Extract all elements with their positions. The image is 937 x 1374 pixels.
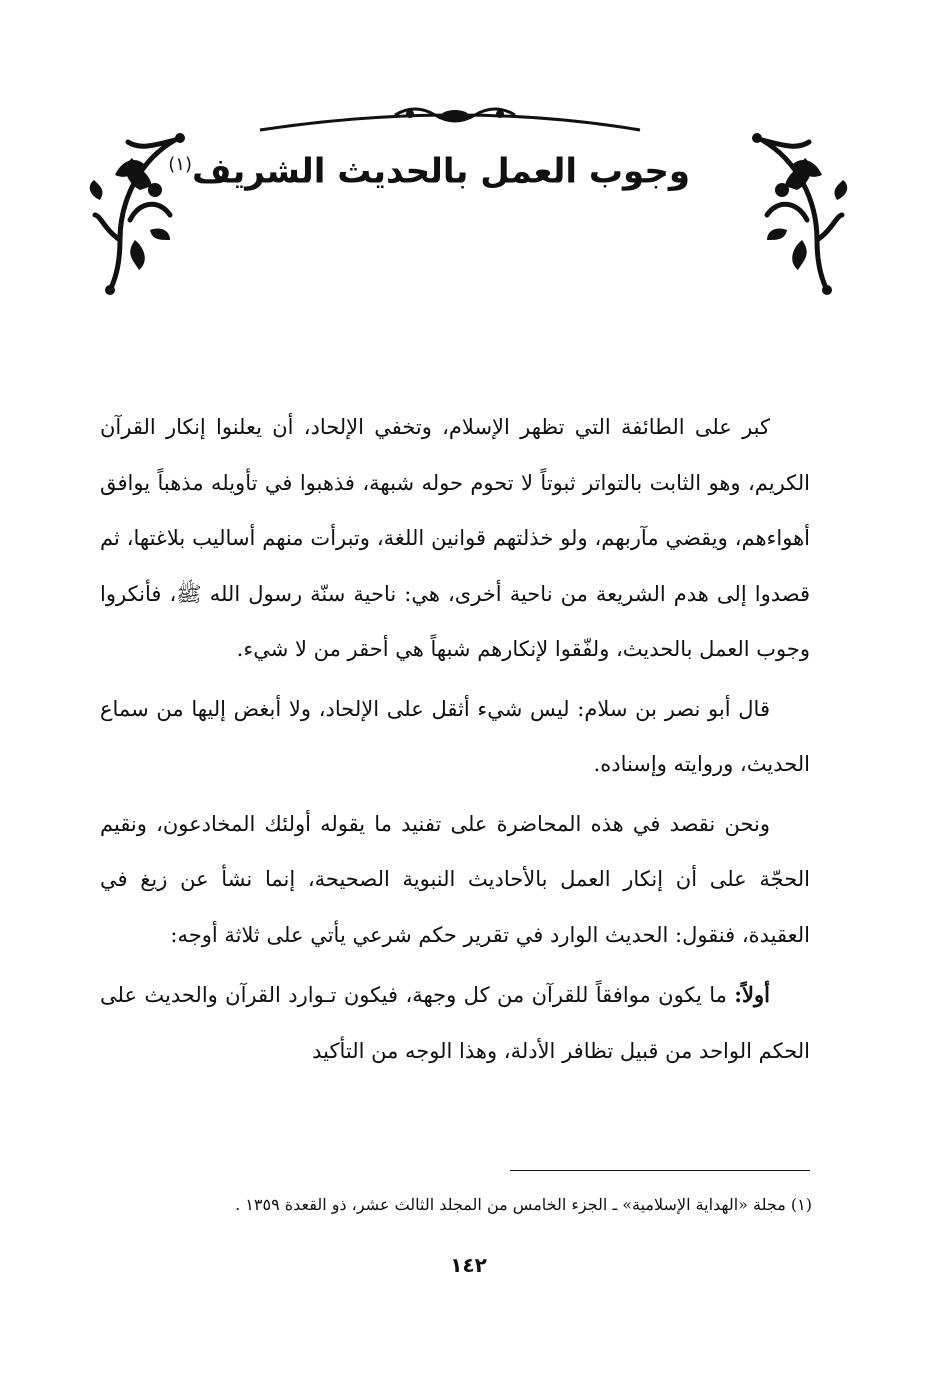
paragraph-2-text: قال أبو نصر بن سلام: ليس شيء أثقل على الإلحاد، ولا أبغض إليها من سماع الحديث، وروايته وإسناده.: [100, 696, 810, 776]
page-title: [168, 140, 690, 196]
footnote: (١) مجلة «الهداية الإسلامية» ـ الجزء الخامس من المجلد الثالث عشر، ذو القعدة ١٣٥٩ .: [235, 1195, 812, 1214]
ornament-icon: [80, 90, 857, 305]
page-title-text: وجوب العمل بالحديث الشريف: [191, 151, 690, 192]
article-body: [100, 400, 810, 1083]
page-number: ١٤٢: [450, 1253, 487, 1277]
paragraph-3-text: ونحن نقصد في هذه المحاضرة على تفنيد ما يقوله أولئك المخادعون، ونقيم الحجّة على أن إنكار العمل بالأحاديث النبوية الصحيحة، إنما نشأ عن زيغ في العقيدة، فنقول: الحديث الوارد في تقرير حكم شرعي يأتي على ثلاثة أوجه:: [100, 811, 810, 947]
paragraph-1-text: كبر على الطائفة التي تظهر الإسلام، وتخفي الإلحاد، أن يعلنوا إنكار القرآن الكريم، وهو الثابت بالتواتر ثبوتاً لا تحوم حوله شبهة، فذهبوا في تأويله مذهباً يوافق أهواءهم، ويقضي مآربهم، ولو خذلتهم قوانين اللغة، وتبرأت منهم أساليب بلاغتها، ثم قصدوا إلى هدم الشريعة من ناحية أخرى، هي: ناحية سنّة رسول الله ﷺ، فأنكروا وجوب العمل بالحديث، ولفّقوا لإنكارهم شبهاً هي أحقر من لا شيء.: [100, 415, 810, 661]
paragraph-1: [100, 400, 810, 678]
paragraph-2: [100, 682, 810, 793]
footnote-separator: [510, 1170, 810, 1171]
paragraph-4-lead: أولاً:: [734, 982, 770, 1007]
paragraph-4: [100, 967, 810, 1079]
paragraph-4-text: ما يكون موافقاً للقرآن من كل وجهة، فيكون تـوارد القرآن والحديث على الحكم الواحد من قبيل تظافر الأدلة، وهذا الوجه من التأكيد: [100, 983, 810, 1063]
paragraph-3: [100, 797, 810, 964]
footnote-reference: (١): [168, 154, 192, 175]
title-ornament-frame: [80, 90, 857, 305]
